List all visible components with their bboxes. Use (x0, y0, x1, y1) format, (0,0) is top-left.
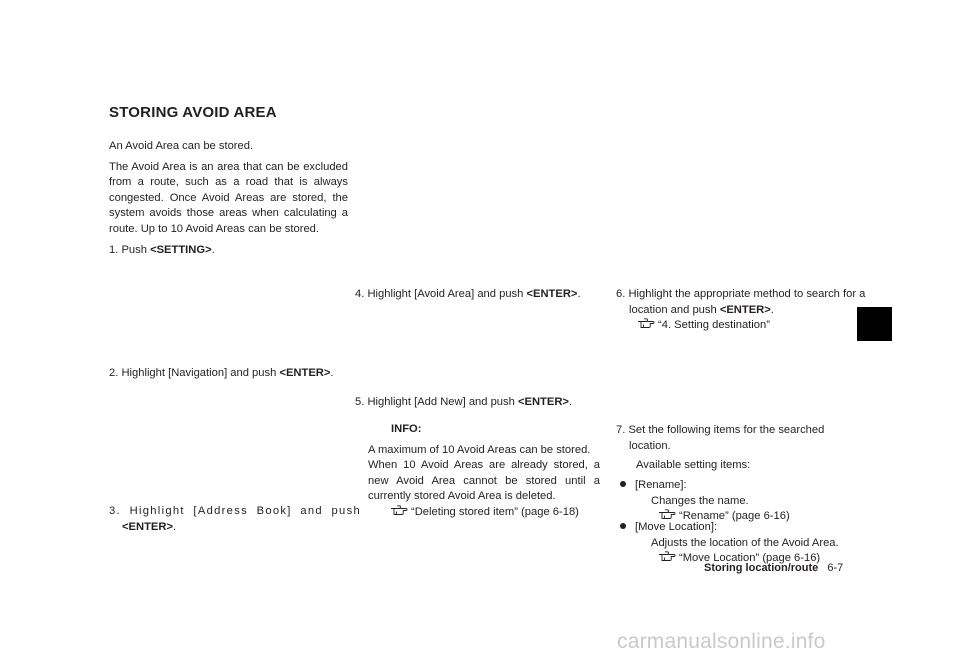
step-2-key: <ENTER> (279, 367, 331, 379)
step-4 (355, 287, 618, 303)
watermark-text: carmanualsonline.info (617, 630, 826, 653)
settings-intro: Available setting items: (636, 459, 751, 471)
step-3-number: 3. (109, 505, 121, 517)
chapter-thumb-tab (857, 307, 892, 341)
step-2-end: . (330, 367, 334, 379)
step-4-number: 4. (355, 288, 365, 300)
step-5-number: 5. (355, 396, 365, 408)
step-5 (355, 395, 618, 411)
info-reference[interactable] (390, 505, 600, 521)
step-6-key: <ENTER> (719, 303, 771, 316)
step-1-number: 1. (109, 243, 119, 256)
info-heading: INFO: (391, 423, 422, 435)
section-title: STORING AVOID AREA (109, 104, 277, 121)
step-7-text: Set the following items for the searched location. (628, 424, 825, 452)
info-paragraph-1: A maximum of 10 Avoid Areas can be stored. (368, 443, 591, 456)
step-5-end: . (568, 396, 573, 408)
step-6-number: 6. (616, 288, 626, 300)
reference-pointer-icon (390, 505, 408, 516)
setting-item-move-location (620, 520, 856, 567)
step-2 (109, 366, 365, 382)
intro-paragraph-2: The Avoid Area is an area that can be excluded from a route, such as a road that is always congested. Once Avoid Areas are stored, the system avoids those areas when calculating a route. Up to 10 Avoid Areas can be stored. (109, 160, 348, 235)
step-6-reference-text: “4. Setting destination” (658, 319, 770, 331)
intro-block (109, 139, 348, 258)
reference-pointer-icon (658, 509, 676, 520)
step-1-text: Push (121, 243, 151, 256)
step-3-end: . (172, 520, 178, 533)
info-block (368, 422, 600, 521)
info-paragraph-2: When 10 Avoid Areas are already stored, a new Avoid Area cannot be stored until a currently stored Avoid Area is deleted. (368, 459, 600, 503)
setting-item-move-location-name: [Move Location]: (635, 521, 718, 533)
step-7 (616, 423, 867, 454)
step-7-number: 7. (616, 424, 626, 436)
step-3 (109, 504, 361, 535)
setting-item-rename-name: [Rename]: (635, 479, 687, 491)
bullet-dot-icon (620, 523, 626, 529)
reference-pointer-icon (658, 551, 676, 562)
step-4-key: <ENTER> (526, 288, 578, 300)
step-4-text: Highlight [Avoid Area] and push (367, 288, 527, 300)
step-6 (616, 287, 867, 318)
page-footer (704, 561, 843, 577)
setting-item-rename-reference-text: “Rename” (page 6-16) (679, 510, 790, 523)
footer-section-label: Storing location/route (704, 562, 819, 574)
step-4-end: . (577, 288, 581, 300)
step-6-end: . (770, 303, 774, 316)
footer-page-number: 6-7 (827, 562, 844, 574)
step-2-text: Highlight [Navigation] and push (121, 367, 280, 379)
setting-item-move-location-reference-text: “Move Location” (page 6-16) (679, 552, 821, 565)
step-3-text: Highlight [Address Book] and push (129, 505, 361, 517)
step-2-number: 2. (109, 367, 119, 379)
setting-item-move-location-desc: Adjusts the location of the Avoid Area. (651, 536, 839, 549)
step-1 (109, 243, 348, 259)
bullet-dot-icon (620, 481, 626, 487)
step-6-reference[interactable] (637, 318, 770, 334)
setting-item-rename (620, 478, 850, 525)
step-5-key: <ENTER> (517, 396, 569, 408)
step-3-key: <ENTER> (122, 520, 173, 533)
reference-pointer-icon (637, 318, 655, 329)
step-5-text: Highlight [Add New] and push (367, 396, 518, 408)
info-reference-text: “Deleting stored item” (page 6-18) (411, 505, 579, 518)
step-1-key: <SETTING> (150, 243, 212, 256)
step-6-text: Highlight the appropriate method to search for a location and push (628, 288, 866, 316)
intro-paragraph-1: An Avoid Area can be stored. (109, 140, 254, 152)
setting-item-rename-desc: Changes the name. (651, 494, 749, 507)
step-1-end: . (211, 243, 215, 256)
